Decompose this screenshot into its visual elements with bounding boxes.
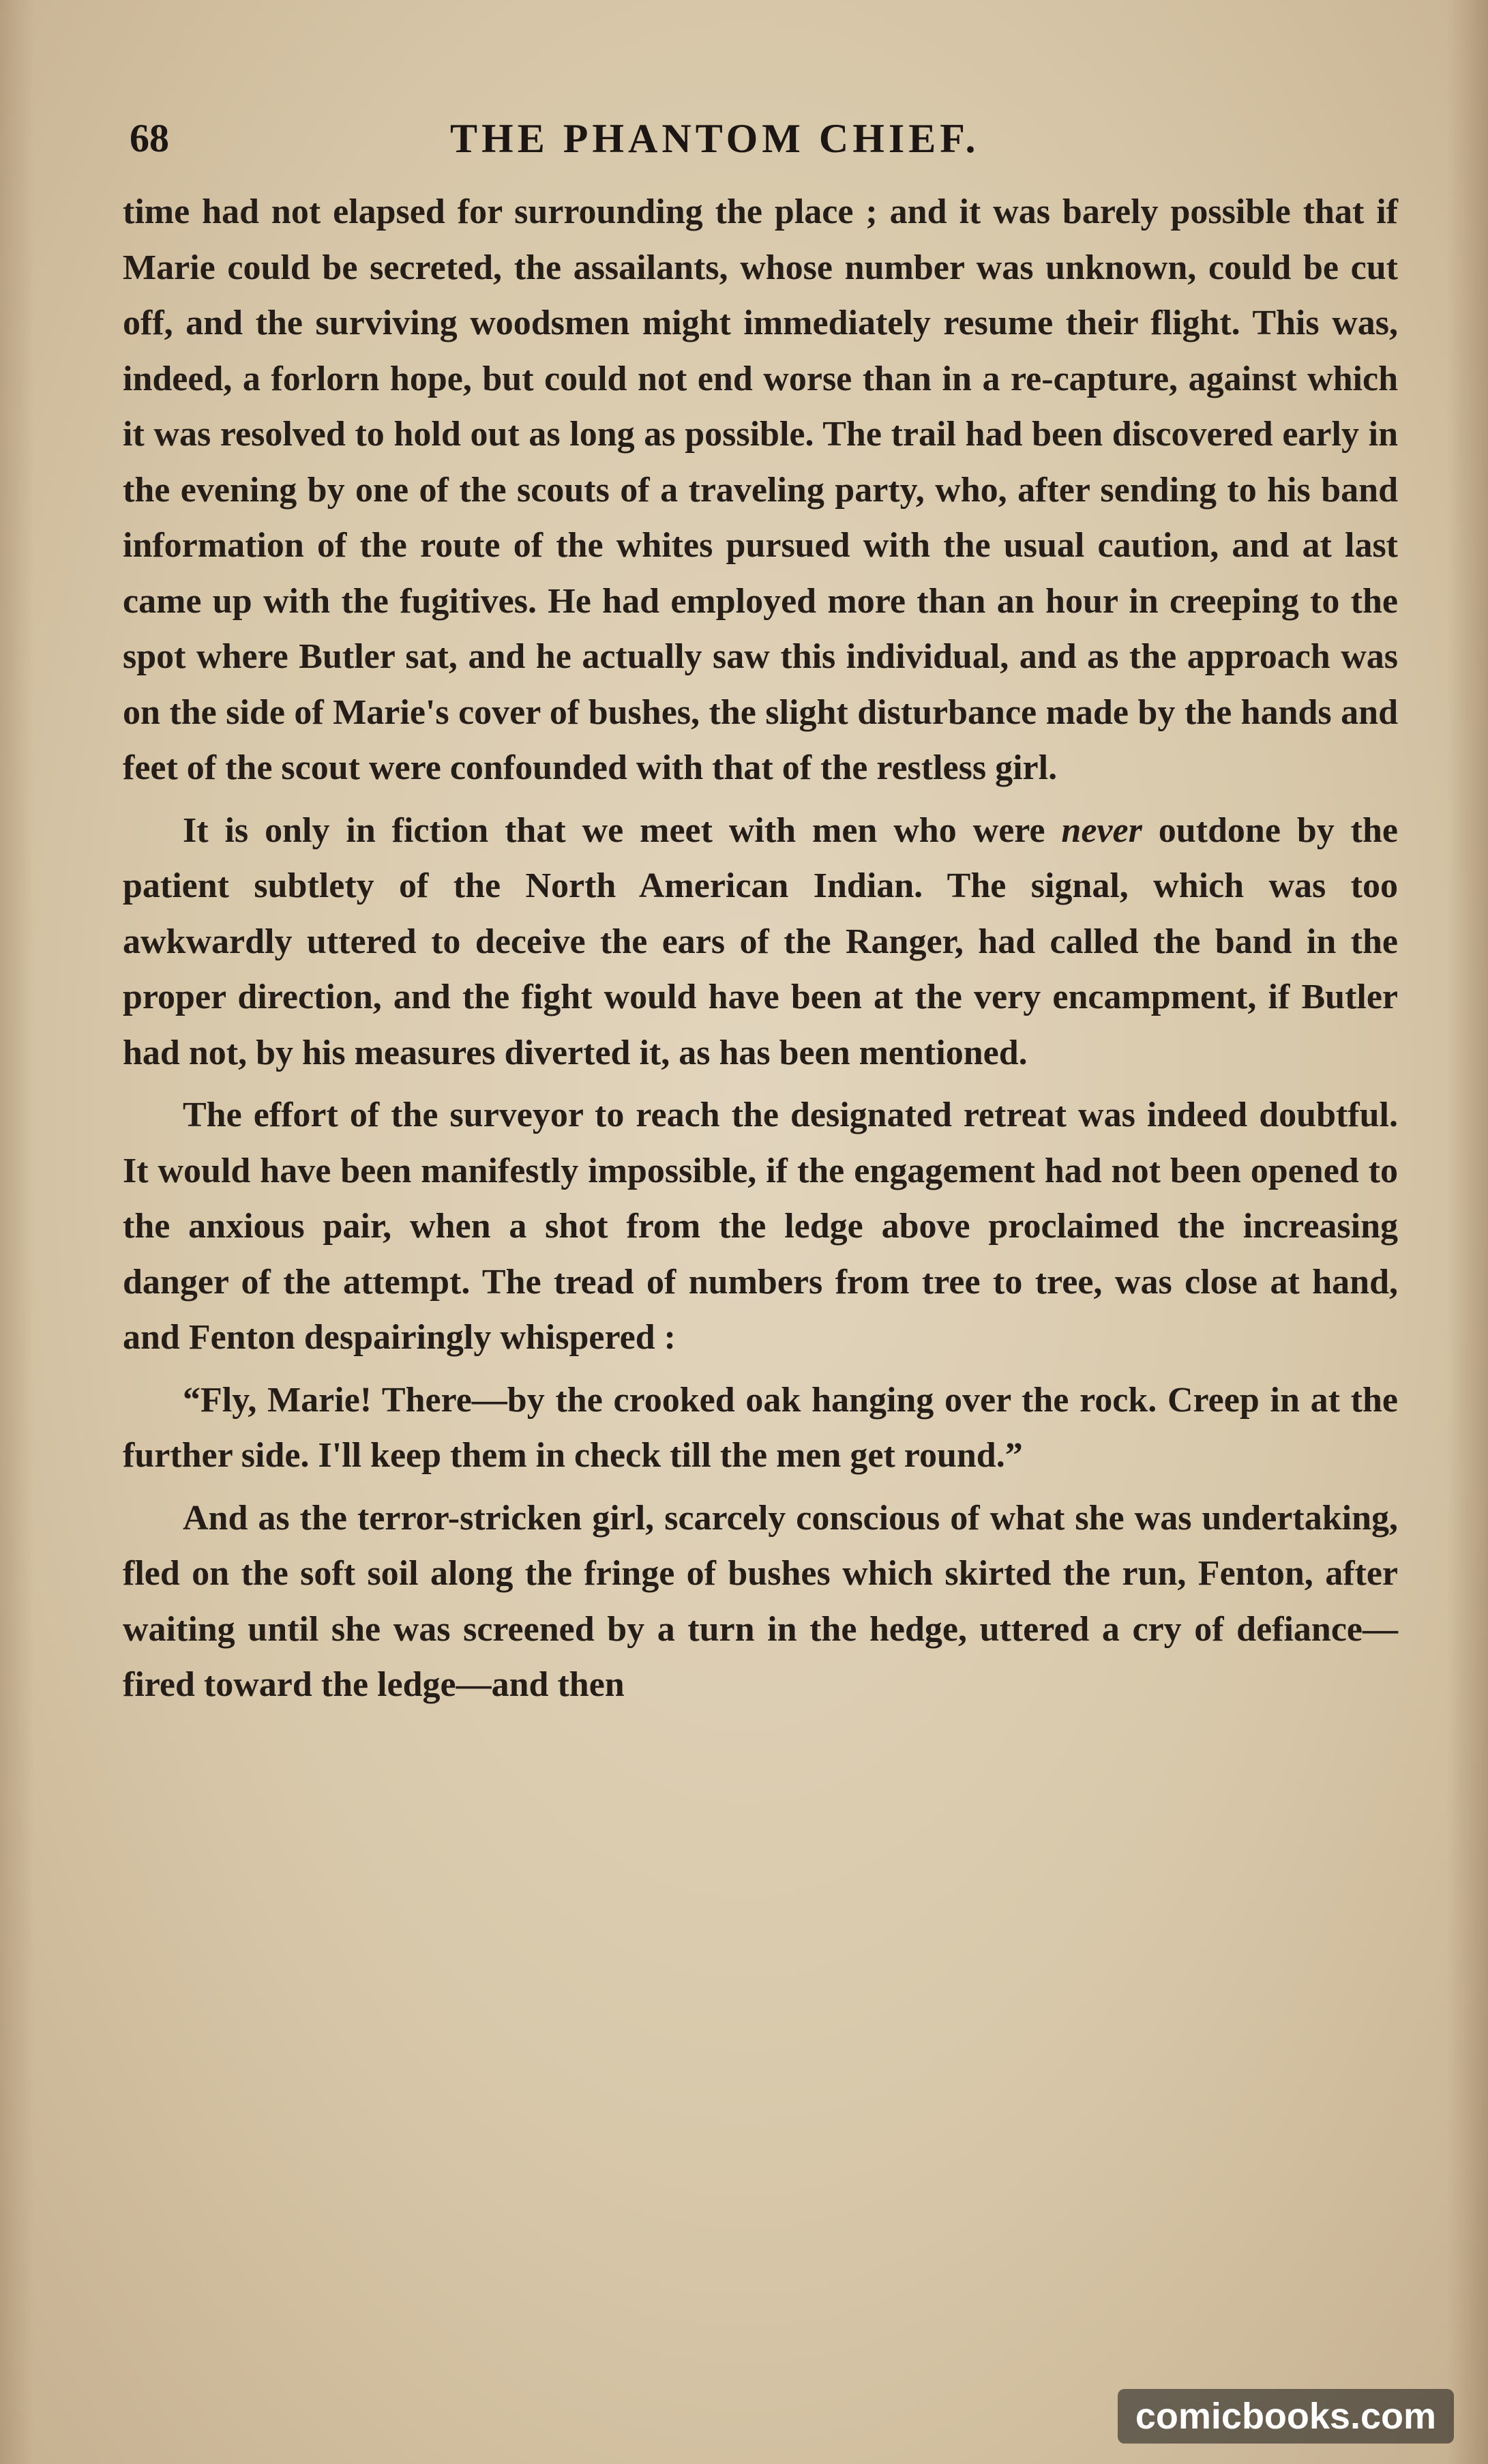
paragraph-3: The effort of the surveyor to reach the designated retreat was indeed doubtful. It would have been manifestly impossible, if the engagement had not been opened to the anxious pair, when a shot from the ledge above proclaimed the increasing danger of the attempt. The tread of numbers from tree to tree, was close at hand, and Fenton despairingly whispered :: [123, 1096, 1398, 1357]
paragraph-4: “Fly, Marie! There—by the crooked oak hanging over the rock. Creep in at the further side. I'll keep them in check till the men get round.”: [123, 1380, 1398, 1475]
running-head: [130, 108, 1384, 169]
watermark: comicbooks.com: [1118, 2389, 1454, 2444]
page-number: 68: [130, 116, 169, 160]
book-title: THE PHANTOM CHIEF.: [450, 116, 980, 161]
paragraph-2-start: It is only in fiction that we meet with men who were: [183, 810, 1062, 850]
paragraph-1: time had not elapsed for surrounding the place ; and it was barely possible that if Marie could be secreted, the assailants, whose number was unknown, could be cut off, and the surviving woodsmen might immediately resume their flight. This was, indeed, a forlorn hope, but could not end worse than in a re-capture, against which it was resolved to hold out as long as possible. The trail had been discovered early in the evening by one of the scouts of a traveling party, who, after sending to his band information of the route of the whites pursued with the usual caution, and at last came up with the fugitives. He had employed more than an hour in creeping to the spot where Butler sat, and he actually saw this individual, and as the approach was on the side of Marie's cover of bushes, the slight disturbance made by the hands and feet of the scout were confounded with that of the restless girl.: [123, 192, 1398, 787]
page-shadow-left: [0, 0, 34, 2464]
paragraph-2: [123, 803, 1398, 1081]
body-text: [123, 184, 1398, 1713]
paragraph-2-rest: outdone by the patient subtlety of the North American Indian. The signal, which was too awkwardly uttered to deceive the ears of the Ranger, had called the band in the proper direction, and the fight would have been at the very encampment, if Butler had not, by his measures diverted it, as has been mentioned.: [123, 810, 1398, 1072]
page-shadow-right: [1447, 0, 1488, 2464]
paragraph-5: And as the terror-stricken girl, scarcely conscious of what she was undertaking, fled on the soft soil along the fringe of bushes which skirted the run, Fenton, after waiting until she was screened by a turn in the hedge, uttered a cry of defiance—fired toward the ledge—and then: [123, 1498, 1398, 1704]
paragraph-2-italic: never: [1061, 810, 1142, 850]
